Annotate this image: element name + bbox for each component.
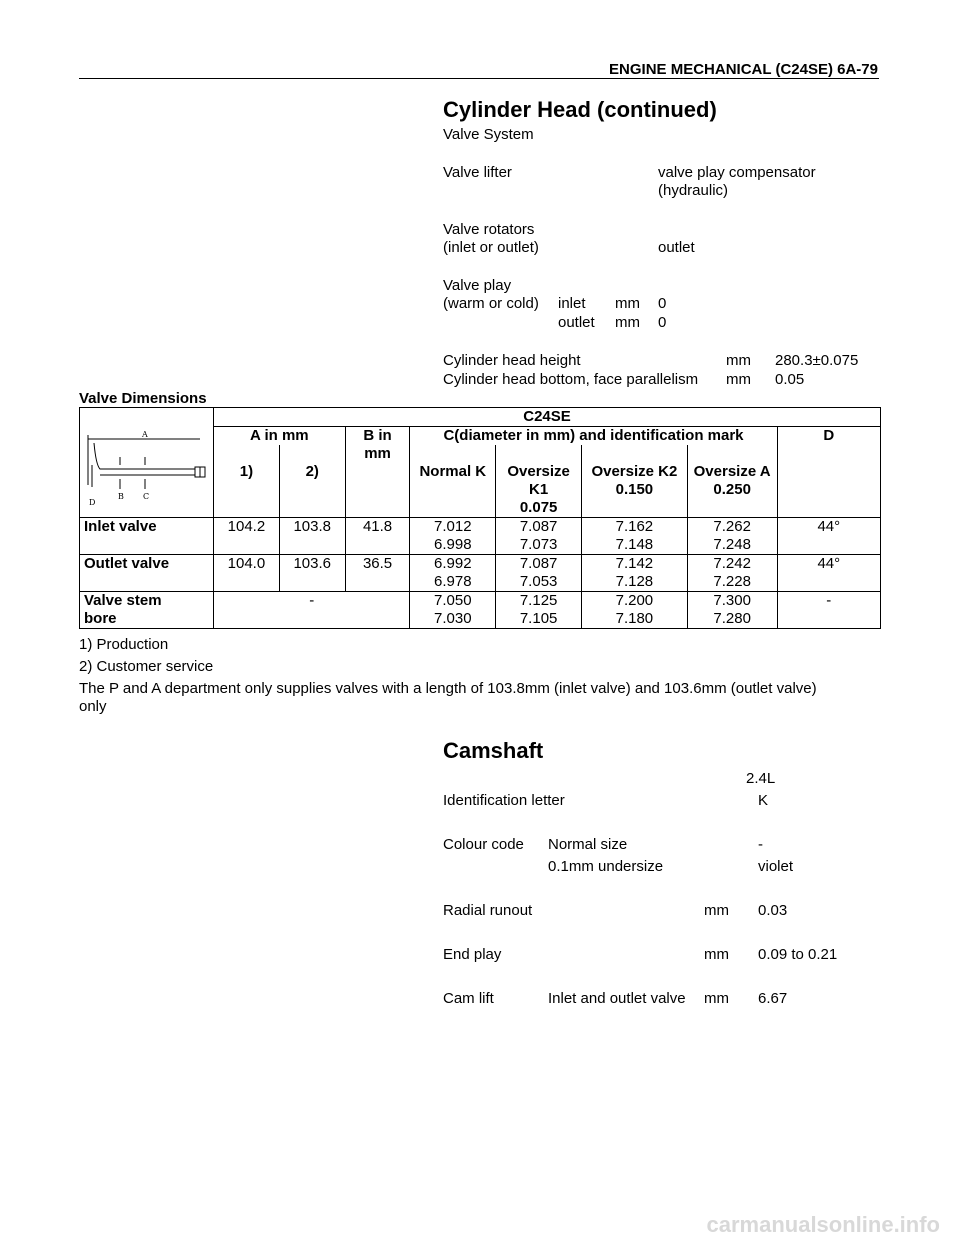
cell-b: 36.5 — [345, 555, 410, 592]
table-row-outlet-valve — [80, 555, 881, 592]
value: 7.148 — [615, 536, 654, 553]
value: 7.128 — [615, 573, 654, 590]
end-play-unit: mm — [704, 946, 729, 963]
end-play-value: 0.09 to 0.21 — [758, 946, 838, 963]
normal-size-value: - — [758, 836, 763, 853]
valve-dimensions-table — [79, 407, 881, 629]
diagram-label-a: A — [142, 430, 148, 439]
cell-normal — [410, 592, 496, 629]
normal-k-text: Normal K — [419, 463, 487, 480]
value: 7.125 — [519, 592, 558, 609]
value: 7.228 — [713, 573, 751, 590]
cell-ab: - — [214, 592, 410, 629]
col-b-header — [345, 427, 410, 518]
cell-a — [687, 518, 777, 555]
value: 7.030 — [434, 610, 472, 627]
cell-k2 — [582, 518, 688, 555]
camshaft-engine: 2.4L — [746, 770, 776, 787]
head-height-unit: mm — [726, 352, 751, 369]
oversize-a-header — [687, 445, 777, 518]
cell-k1 — [496, 518, 582, 555]
value: 7.105 — [519, 610, 558, 627]
cell-a1: 104.0 — [214, 555, 280, 592]
table-row-valve-stem-bore — [80, 592, 881, 629]
valve-system-subtitle: Valve System — [443, 126, 534, 143]
k1-line-2: 0.075 — [519, 499, 558, 516]
cell-k1 — [496, 555, 582, 592]
oversize-k2-header — [582, 445, 688, 518]
row-label-line-2: bore — [84, 610, 117, 627]
col-a-header: A in mm — [214, 427, 346, 446]
valve-play-outlet: outlet — [558, 314, 595, 331]
cell-a1: 104.2 — [214, 518, 280, 555]
ident-letter-label: Identification letter — [443, 792, 565, 809]
cell-d: - — [777, 592, 880, 629]
diagram-label-d: D — [89, 498, 96, 505]
row-label — [80, 592, 214, 629]
cell-a2: 103.6 — [279, 555, 345, 592]
k2-line-1: Oversize K2 — [591, 463, 678, 480]
page-header-title: ENGINE MECHANICAL (C24SE) 6A-79 — [609, 61, 878, 78]
value: 7.162 — [615, 518, 654, 535]
value: 7.180 — [615, 610, 654, 627]
value: 7.087 — [519, 518, 558, 535]
valve-lifter-value: valve play compensator — [658, 164, 816, 181]
radial-runout-value: 0.03 — [758, 902, 788, 919]
cylinder-head-title: Cylinder Head (continued) — [443, 97, 717, 122]
head-height-value: 280.3±0.075 — [775, 352, 859, 369]
value: 7.142 — [615, 555, 654, 572]
value: 7.200 — [615, 592, 654, 609]
ident-letter-value: K — [758, 792, 769, 809]
value: 7.248 — [713, 536, 751, 553]
head-height-label: Cylinder head height — [443, 352, 581, 369]
table-engine-header: C24SE — [214, 408, 881, 427]
note-pa-department-2: only — [79, 698, 107, 715]
undersize-label: 0.1mm undersize — [548, 858, 664, 875]
valve-play-label: Valve play — [443, 277, 512, 294]
valve-dimensions-title: Valve Dimensions — [79, 390, 207, 407]
value: 7.050 — [434, 592, 472, 609]
a-line-2: 0.250 — [713, 481, 751, 498]
k2-line-2: 0.150 — [615, 481, 654, 498]
valve-play-label-2: (warm or cold) — [443, 295, 539, 312]
cell-k2 — [582, 592, 688, 629]
value: 7.242 — [713, 555, 751, 572]
cell-normal — [410, 555, 496, 592]
value: 6.998 — [434, 536, 472, 553]
value: 7.262 — [713, 518, 751, 535]
colour-code-label: Colour code — [443, 836, 524, 853]
a-line-1: Oversize A — [693, 463, 771, 480]
valve-lifter-value-2: (hydraulic) — [658, 182, 729, 199]
valve-play-inlet-value: 0 — [658, 295, 667, 312]
watermark: carmanualsonline.info — [706, 1212, 940, 1237]
value: 7.087 — [519, 555, 558, 572]
note-production: 1) Production — [79, 636, 169, 653]
end-play-label: End play — [443, 946, 502, 963]
cam-lift-value: 6.67 — [758, 990, 788, 1007]
valve-diagram-cell — [80, 408, 214, 518]
normal-k-header — [410, 445, 496, 518]
row-label: Inlet valve — [80, 518, 214, 555]
normal-size-label: Normal size — [548, 836, 628, 853]
row-label: Outlet valve — [80, 555, 214, 592]
cell-d: 44° — [777, 518, 880, 555]
header-rule — [79, 78, 879, 79]
cam-lift-sub: Inlet and outlet valve — [548, 990, 686, 1007]
row-label-line-1: Valve stem — [84, 592, 162, 609]
value: 7.073 — [519, 536, 558, 553]
parallelism-value: 0.05 — [775, 371, 805, 388]
valve-rotators-label: Valve rotators — [443, 221, 535, 238]
valve-rotators-label-2: (inlet or outlet) — [443, 239, 539, 256]
radial-runout-label: Radial runout — [443, 902, 533, 919]
valve-rotators-value: outlet — [658, 239, 695, 256]
cell-normal — [410, 518, 496, 555]
cell-k2 — [582, 555, 688, 592]
undersize-value: violet — [758, 858, 794, 875]
sub-header-2 — [279, 445, 345, 518]
cell-a — [687, 555, 777, 592]
valve-play-outlet-value: 0 — [658, 314, 667, 331]
radial-runout-unit: mm — [704, 902, 729, 919]
k1-line-1: Oversize K1 — [507, 463, 570, 498]
parallelism-label: Cylinder head bottom, face parallelism — [443, 371, 699, 388]
valve-diagram — [80, 415, 213, 505]
col-b-line-1: B in — [363, 427, 392, 444]
valve-lifter-label: Valve lifter — [443, 164, 512, 181]
cell-a2: 103.8 — [279, 518, 345, 555]
col-d-header: D — [777, 427, 880, 518]
value: 7.053 — [519, 573, 558, 590]
table-row-inlet-valve — [80, 518, 881, 555]
diagram-label-b: B — [118, 492, 124, 501]
col-c-header: C(diameter in mm) and identification mark — [410, 427, 777, 446]
col-b-line-2: mm — [364, 445, 391, 462]
note-customer-service: 2) Customer service — [79, 658, 214, 675]
valve-play-inlet: inlet — [558, 295, 586, 312]
oversize-k1-header — [496, 445, 582, 518]
value: 7.012 — [434, 518, 472, 535]
cell-k1 — [496, 592, 582, 629]
valve-play-inlet-unit: mm — [615, 295, 640, 312]
cell-b: 41.8 — [345, 518, 410, 555]
sub-header-1-text: 1) — [239, 463, 254, 480]
diagram-label-c: C — [143, 492, 150, 501]
camshaft-title: Camshaft — [443, 738, 544, 763]
note-pa-department: The P and A department only supplies valves with a length of 103.8mm (inlet valve) and 103.6mm (outlet valve) — [79, 680, 817, 697]
value: 6.992 — [434, 555, 472, 572]
cell-a — [687, 592, 777, 629]
parallelism-unit: mm — [726, 371, 751, 388]
cell-d: 44° — [777, 555, 880, 592]
valve-play-outlet-unit: mm — [615, 314, 640, 331]
value: 7.280 — [713, 610, 751, 627]
value: 7.300 — [713, 592, 751, 609]
sub-header-1 — [214, 445, 280, 518]
sub-header-2-text: 2) — [305, 463, 319, 480]
cam-lift-unit: mm — [704, 990, 729, 1007]
cam-lift-label: Cam lift — [443, 990, 494, 1007]
value: 6.978 — [434, 573, 472, 590]
